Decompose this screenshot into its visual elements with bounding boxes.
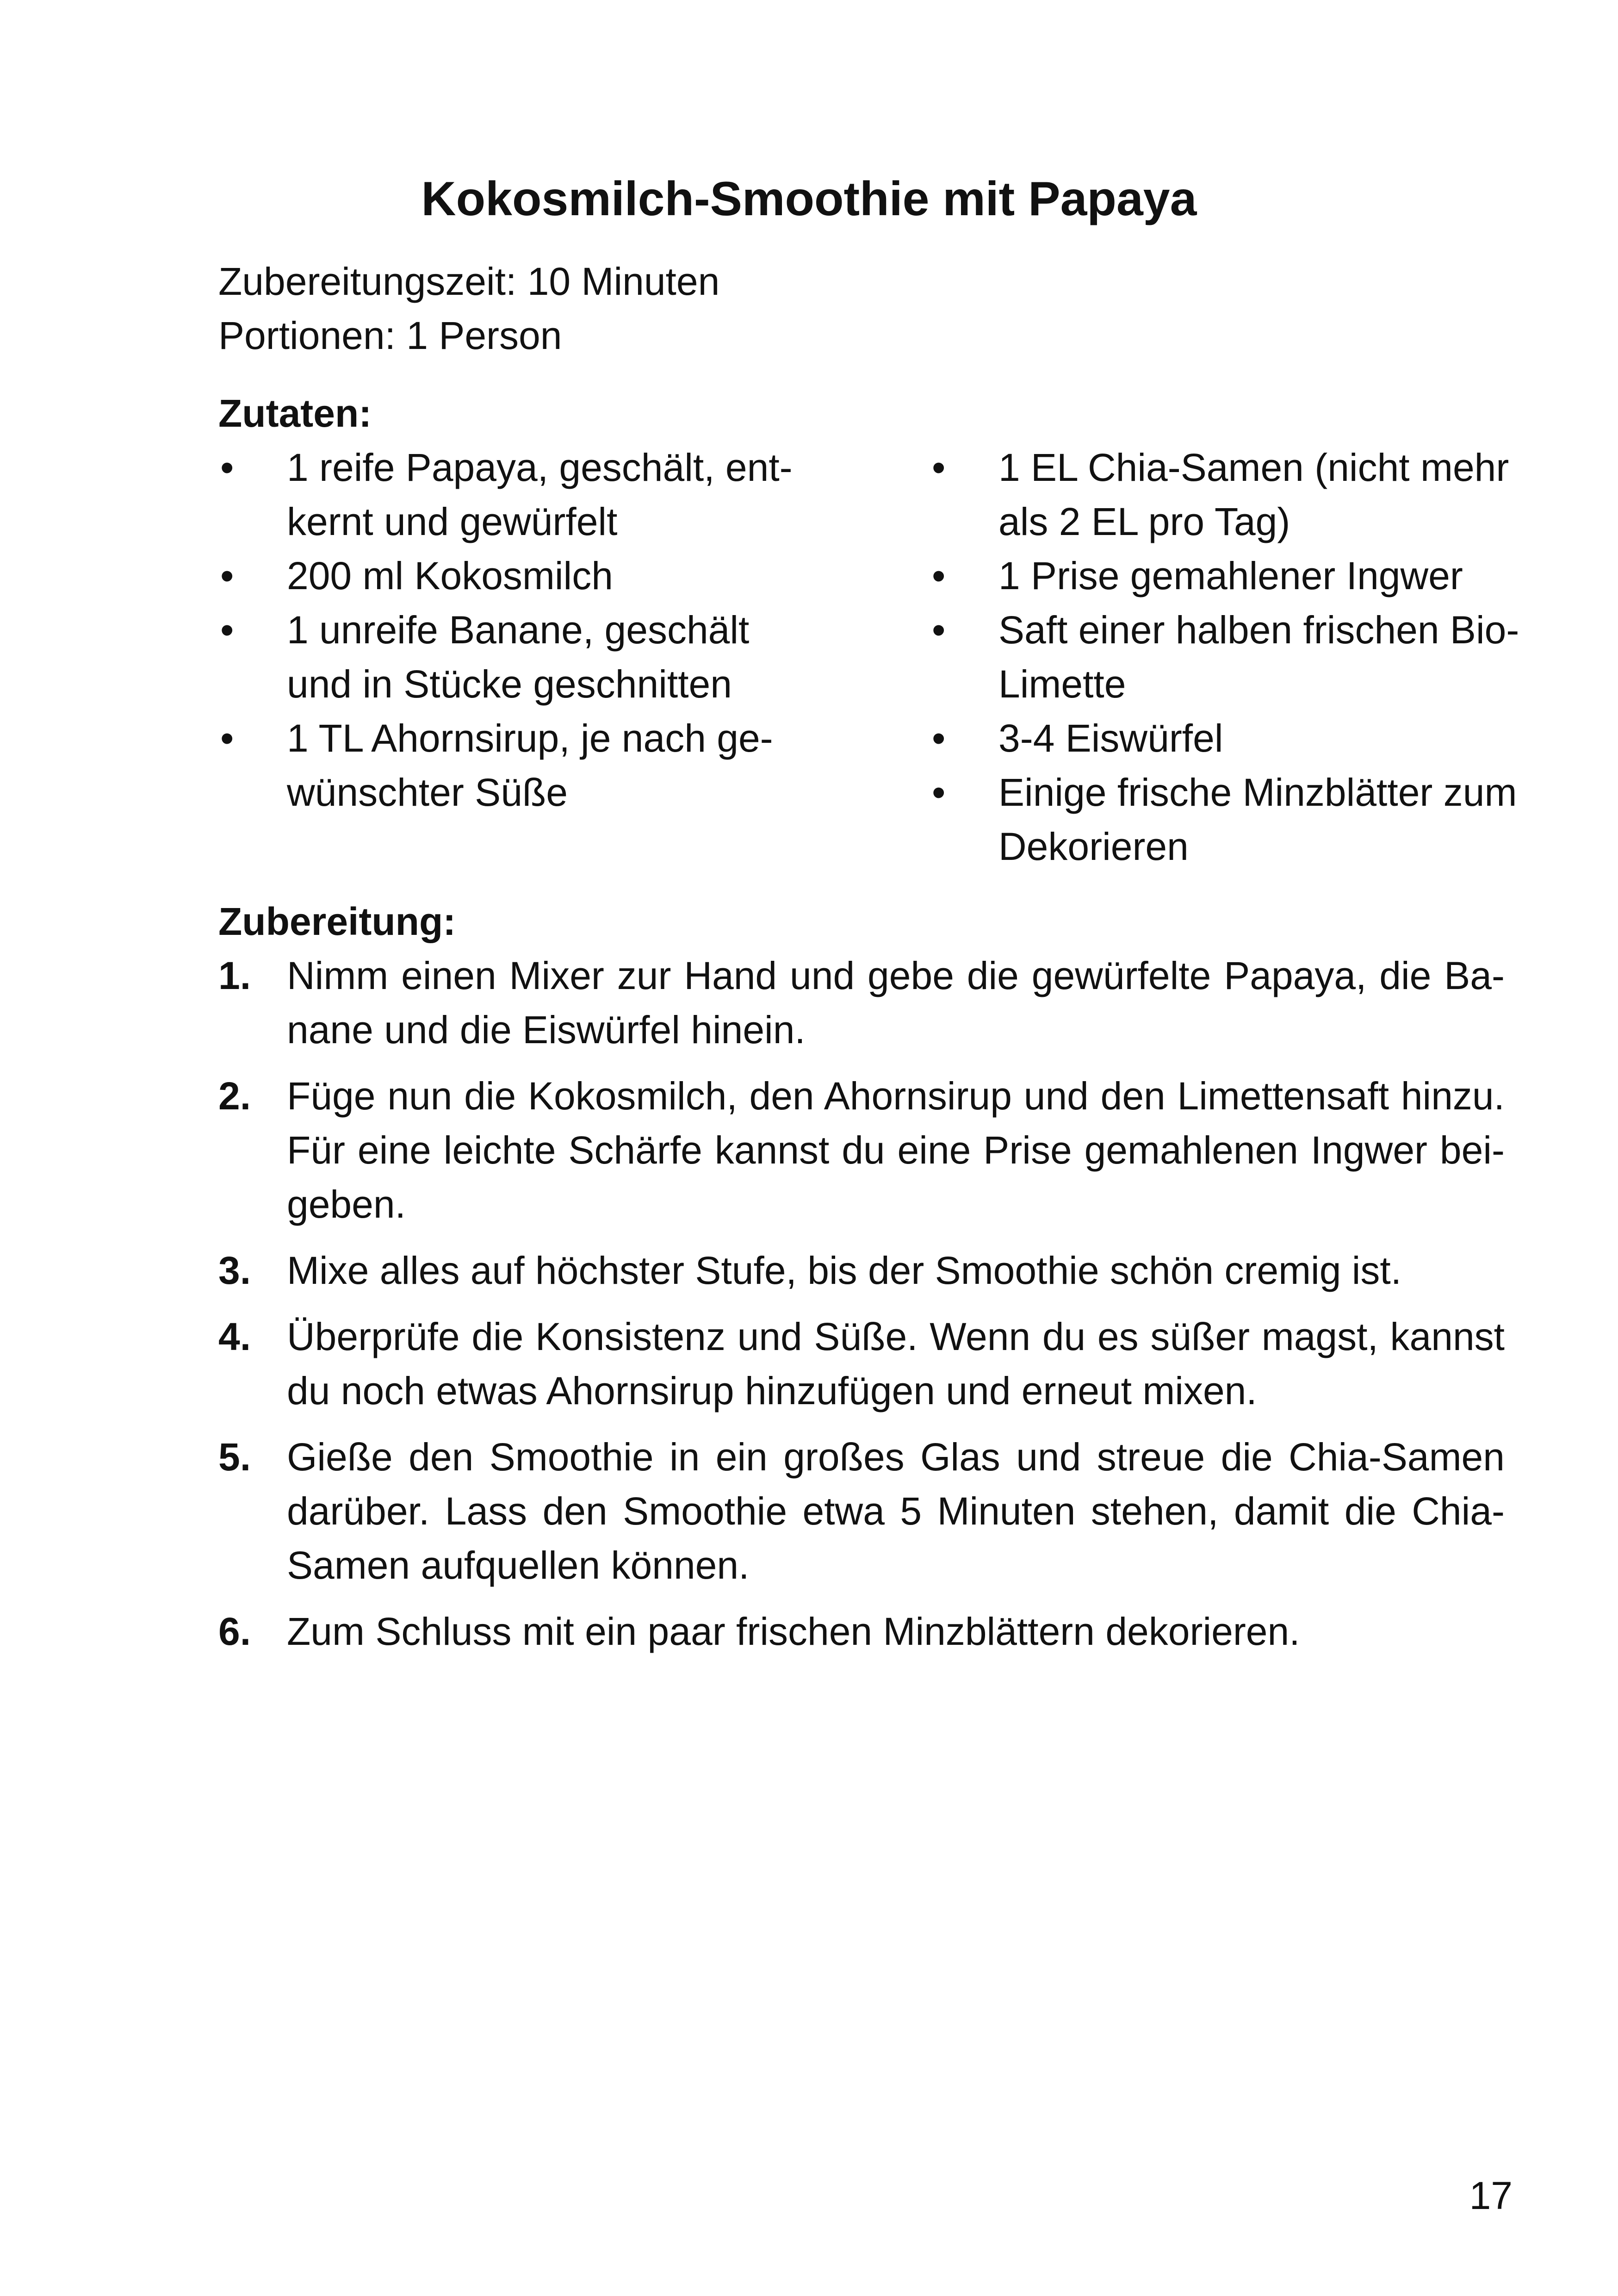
bullet-icon: • xyxy=(220,608,234,652)
ingredient-item xyxy=(930,549,1531,603)
ingredient-item xyxy=(930,765,1531,874)
bullet-icon: • xyxy=(932,716,946,760)
bullet-icon: • xyxy=(932,771,946,814)
servings: Portionen: 1 Person xyxy=(218,314,562,357)
ingredient-item xyxy=(218,711,820,820)
prep-time: Zubereitungszeit: 10 Minuten xyxy=(218,260,720,303)
step-item xyxy=(218,1310,1505,1418)
ingredient-text: 200 ml Kokosmilch xyxy=(287,554,613,597)
ingredient-text: 1 unreife Banane, geschält und in Stücke geschnitten xyxy=(287,608,750,706)
bullet-icon: • xyxy=(220,446,234,489)
step-item xyxy=(218,1069,1505,1232)
preparation-heading: Zubereitung: xyxy=(218,900,456,943)
step-number: 5. xyxy=(218,1435,251,1479)
ingredients-list-right xyxy=(930,441,1531,874)
step-text: Zum Schluss mit ein paar frischen Minzblättern dekorieren. xyxy=(287,1610,1300,1653)
ingredient-item xyxy=(218,603,820,711)
step-number: 1. xyxy=(218,954,251,997)
bullet-icon: • xyxy=(932,608,946,652)
ingredient-item xyxy=(218,549,820,603)
ingredient-item xyxy=(930,441,1531,549)
ingredient-text: 1 TL Ahornsirup, je nach ge-wünschter Süße xyxy=(287,716,773,814)
ingredient-text: 1 EL Chia-Samen (nicht mehr als 2 EL pro Tag) xyxy=(998,446,1509,543)
bullet-icon: • xyxy=(220,716,234,760)
ingredient-item xyxy=(218,441,820,549)
step-text: Nimm einen Mixer zur Hand und gebe die gewürfelte Papaya, die Ba-nane und die Eiswürfel hinein. xyxy=(287,954,1505,1052)
step-number: 2. xyxy=(218,1074,251,1118)
ingredient-item xyxy=(930,711,1531,765)
page-number: 17 xyxy=(1469,2174,1513,2217)
bullet-icon: • xyxy=(932,554,946,597)
recipe-meta xyxy=(218,255,719,363)
step-item xyxy=(218,1605,1505,1659)
step-number: 3. xyxy=(218,1249,251,1292)
ingredients-heading: Zutaten: xyxy=(218,392,372,435)
step-text: Füge nun die Kokosmilch, den Ahornsirup und den Limettensaft hinzu. Für eine leichte Schärfe kannst du eine Prise gemahlenen Ingwer bei-geben. xyxy=(287,1074,1505,1226)
step-text: Gieße den Smoothie in ein großes Glas und streue die Chia-Samen darüber. Lass den Smoothie etwa 5 Minuten stehen, damit die Chia-Samen aufquellen können. xyxy=(287,1435,1505,1587)
step-number: 6. xyxy=(218,1610,251,1653)
step-text: Überprüfe die Konsistenz und Süße. Wenn du es süßer magst, kannst du noch etwas Ahornsirup hinzufügen und erneut mixen. xyxy=(287,1315,1505,1412)
step-text: Mixe alles auf höchster Stufe, bis der Smoothie schön cremig ist. xyxy=(287,1249,1402,1292)
ingredient-text: 3-4 Eiswürfel xyxy=(998,716,1223,760)
step-item xyxy=(218,949,1505,1057)
ingredient-text: 1 reife Papaya, geschält, ent-kernt und gewürfelt xyxy=(287,446,793,543)
ingredients-list-left xyxy=(218,441,820,820)
bullet-icon: • xyxy=(932,446,946,489)
step-number: 4. xyxy=(218,1315,251,1358)
step-item xyxy=(218,1244,1505,1298)
ingredient-text: 1 Prise gemahlener Ingwer xyxy=(998,554,1463,597)
step-item xyxy=(218,1430,1505,1593)
ingredient-item xyxy=(930,603,1531,711)
recipe-title: Kokosmilch-Smoothie mit Papaya xyxy=(421,172,1197,226)
ingredient-text: Einige frische Minzblätter zum Dekorieren xyxy=(998,771,1517,868)
bullet-icon: • xyxy=(220,554,234,597)
ingredient-text: Saft einer halben frischen Bio-Limette xyxy=(998,608,1519,706)
preparation-steps xyxy=(218,949,1505,1671)
